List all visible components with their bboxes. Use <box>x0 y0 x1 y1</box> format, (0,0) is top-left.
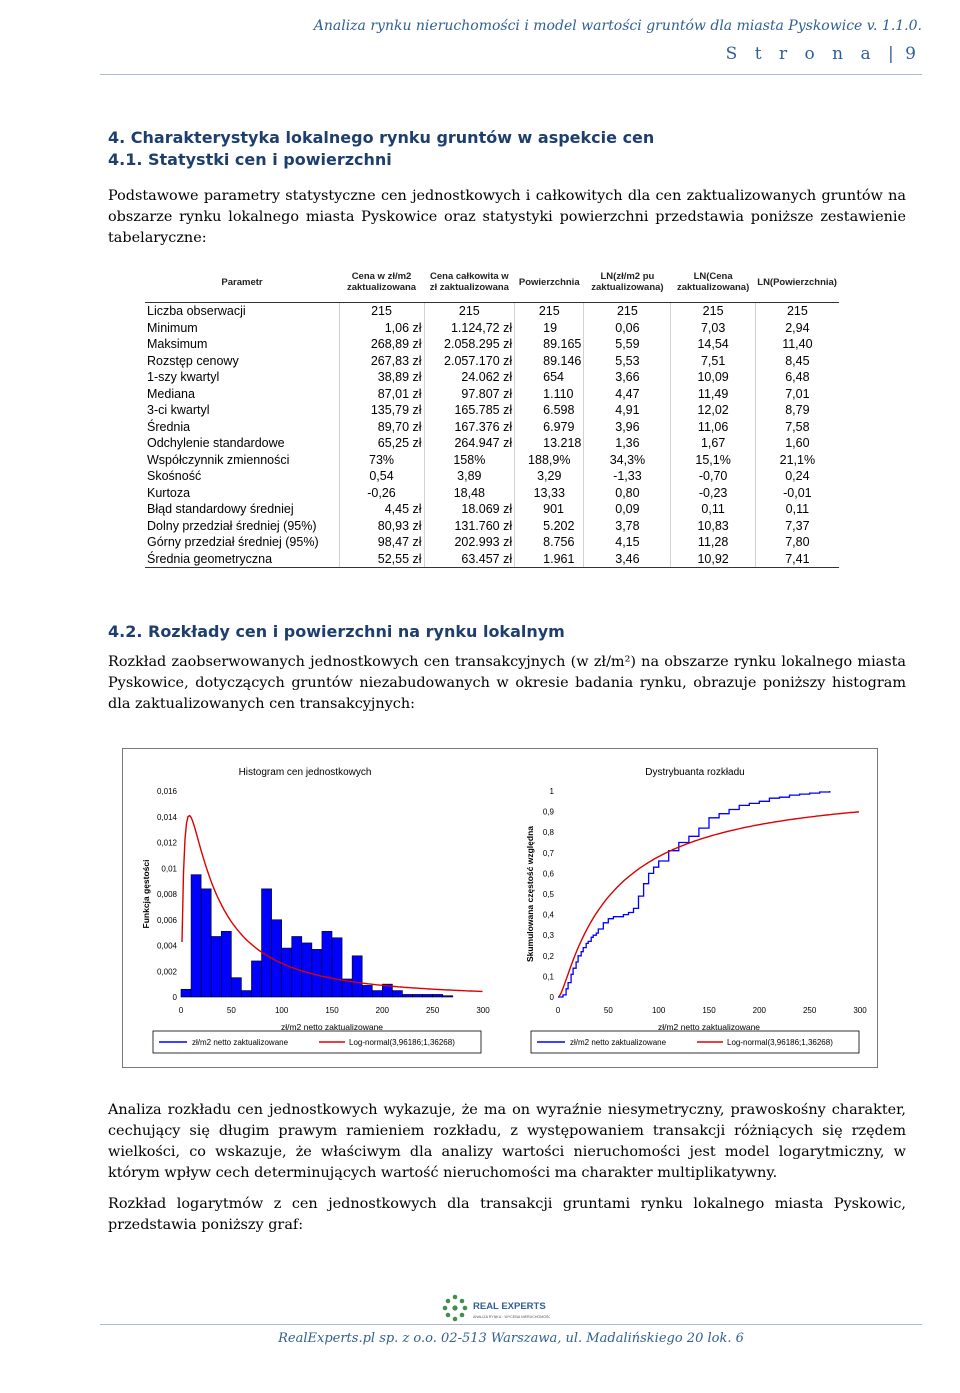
table-cell: 7,03 <box>671 320 755 337</box>
y-tick-label: 0,01 <box>161 864 177 874</box>
table-row <box>145 452 839 469</box>
table-cell: 12,02 <box>671 402 755 419</box>
row-label: 3-ci kwartyl <box>147 403 210 418</box>
row-label: Maksimum <box>147 337 208 352</box>
x-tick-label: 200 <box>752 1006 767 1015</box>
table-cell: 3,78 <box>584 518 671 535</box>
histogram-bar <box>201 889 211 997</box>
y-tick-label: 0,5 <box>542 890 554 899</box>
table-cell: 202.993 zł <box>424 534 515 551</box>
page-footer: RealExperts.pl sp. z o.o. 02-513 Warszawa, ul. Madalińskiego 20 lok. 6 <box>100 1324 922 1346</box>
x-tick-label: 0 <box>555 1006 561 1015</box>
table-row <box>145 320 839 337</box>
table-cell: 19 <box>515 320 584 337</box>
table-row <box>145 353 839 370</box>
table-header-cell: Cena całkowita w zł zaktualizowana <box>424 262 515 303</box>
charts-panel <box>122 748 878 1068</box>
table-cell: 1.961 <box>515 551 584 568</box>
table-cell: 21,1% <box>755 452 839 469</box>
row-label: Błąd standardowy średniej <box>147 502 294 517</box>
y-tick-label: 1 <box>549 787 554 796</box>
table-cell: 3,29 <box>515 468 584 485</box>
table-cell: 0,09 <box>584 501 671 518</box>
table-cell: 3,96 <box>584 419 671 436</box>
table-cell: 215 <box>339 303 424 320</box>
table-row <box>145 534 839 551</box>
table-cell: 3,89 <box>424 468 515 485</box>
y-axis-label: Skumulowana częstość względna <box>525 825 535 963</box>
table-cell: 80,93 zł <box>339 518 424 535</box>
histogram-bar <box>433 994 443 997</box>
table-cell: 0,80 <box>584 485 671 502</box>
y-tick-label: 0,4 <box>542 910 554 920</box>
row-label: Rozstęp cenowy <box>147 353 239 368</box>
histogram-bar <box>402 994 412 997</box>
table-cell: 7,58 <box>755 419 839 436</box>
histogram-bar <box>312 949 322 997</box>
table-cell: 2,94 <box>755 320 839 337</box>
table-cell: 215 <box>671 303 755 320</box>
histogram-bar <box>362 985 372 997</box>
histogram-bar <box>221 931 231 997</box>
table-header-cell: LN(Cena zaktualizowana) <box>671 262 755 303</box>
table-cell: 7,37 <box>755 518 839 535</box>
y-tick-label: 0,012 <box>156 838 177 848</box>
table-cell: 5.202 <box>515 518 584 535</box>
legend-label: zł/m2 netto zaktualizowane <box>192 1038 289 1047</box>
section-4-heading: 4. Charakterystyka lokalnego rynku gruntów w aspekcie cen <box>108 128 655 147</box>
table-cell: 6.598 <box>515 402 584 419</box>
legend-label: zł/m2 netto zaktualizowane <box>570 1038 667 1047</box>
table-row <box>145 386 839 403</box>
table-cell: 10,09 <box>671 369 755 386</box>
y-tick-label: 0,004 <box>156 941 177 951</box>
table-cell: 1.124,72 zł <box>424 320 515 337</box>
row-label: Średnia <box>147 419 191 434</box>
table-cell: 8,45 <box>755 353 839 370</box>
x-axis-label: zł/m2 netto zaktualizowane <box>657 1022 761 1032</box>
empirical-cdf-line <box>558 791 830 997</box>
row-label: Skośność <box>147 469 202 484</box>
document-title: Analiza rynku nieruchomości i model wartości gruntów dla miasta Pyskowice v. 1.1.0. <box>313 18 922 34</box>
table-cell: 3,46 <box>584 551 671 568</box>
table-cell: -0,70 <box>671 468 755 485</box>
table-header-row <box>145 262 839 303</box>
x-tick-label: 100 <box>651 1006 666 1015</box>
page-indicator: S t r o n a | 9 <box>725 44 922 64</box>
row-label: Kurtoza <box>147 485 191 500</box>
table-cell: 97.807 zł <box>424 386 515 403</box>
table-cell: 18,48 <box>424 485 515 502</box>
row-label: Górny przedział średniej (95%) <box>147 535 319 550</box>
y-tick-label: 0 <box>549 993 554 1002</box>
x-tick-label: 300 <box>853 1006 867 1015</box>
table-row <box>145 551 839 568</box>
section-4-2-intro: Rozkład zaobserwowanych jednostkowych cen transakcyjnych (w zł/m²) na obszarze rynku lokalnego miasta Pyskowice, dotyczących gruntów niezabudowanych w okresie badania rynku, obrazuje poniższy histogram dla zaktualizowanych cen transakcyjnych: <box>108 654 906 712</box>
table-cell: 13.218 <box>515 435 584 452</box>
table-cell: 18.069 zł <box>424 501 515 518</box>
table-row <box>145 501 839 518</box>
table-cell: 6.979 <box>515 419 584 436</box>
lognormal-cdf-line <box>559 812 859 997</box>
table-cell: 654 <box>515 369 584 386</box>
y-tick-label: 0,9 <box>542 807 554 817</box>
y-tick-label: 0,014 <box>156 812 177 822</box>
table-cell: 15,1% <box>671 452 755 469</box>
table-cell: 901 <box>515 501 584 518</box>
histogram-bar <box>211 936 221 997</box>
logo-name: REAL EXPERTS <box>473 1301 546 1312</box>
table-cell: 65,25 zł <box>339 435 424 452</box>
y-tick-label: 0,1 <box>542 972 554 982</box>
table-cell: 5,53 <box>584 353 671 370</box>
logo-tagline: ANALIZA RYNKU · WYCENA NIERUCHOMOŚCI <box>473 1315 550 1319</box>
x-tick-label: 150 <box>702 1006 716 1015</box>
header-rule <box>100 74 922 75</box>
y-tick-label: 0,6 <box>542 869 554 879</box>
histogram-bar <box>413 994 423 997</box>
table-cell: 11,06 <box>671 419 755 436</box>
y-tick-label: 0,8 <box>542 828 554 838</box>
table-cell: 2.058.295 zł <box>424 336 515 353</box>
table-cell: 267,83 zł <box>339 353 424 370</box>
table-cell: 8.756 <box>515 534 584 551</box>
x-tick-label: 0 <box>178 1006 184 1015</box>
histogram-bar <box>292 936 302 997</box>
table-cell: 52,55 zł <box>339 551 424 568</box>
row-label: Mediana <box>147 386 195 401</box>
table-header-cell: Powierzchnia <box>515 262 584 303</box>
row-label: Odchylenie standardowe <box>147 436 285 451</box>
histogram-bar <box>251 961 261 997</box>
table-cell: 10,83 <box>671 518 755 535</box>
table-cell: 131.760 zł <box>424 518 515 535</box>
histogram-bar <box>443 996 453 997</box>
histogram-bar <box>302 943 312 997</box>
legend-label: Log-normal(3,96186;1,36268) <box>349 1038 455 1047</box>
table-cell: 1,60 <box>755 435 839 452</box>
table-cell: 8,79 <box>755 402 839 419</box>
y-axis-label: Funkcja gęstości <box>141 859 151 929</box>
table-cell: 158% <box>424 452 515 469</box>
y-tick-label: 0,006 <box>156 915 177 925</box>
table-cell: 7,51 <box>671 353 755 370</box>
x-tick-label: 50 <box>226 1006 236 1015</box>
table-cell: -0,26 <box>339 485 424 502</box>
table-row <box>145 336 839 353</box>
table-cell: 11,49 <box>671 386 755 403</box>
table-header-cell: Parametr <box>145 262 339 303</box>
table-cell: 13,33 <box>515 485 584 502</box>
table-cell: 4,91 <box>584 402 671 419</box>
table-row <box>145 419 839 436</box>
table-cell: 38,89 zł <box>339 369 424 386</box>
chart-title: Dystrybuanta rozkładu <box>645 767 745 778</box>
table-cell: 24.062 zł <box>424 369 515 386</box>
table-cell: 0,11 <box>755 501 839 518</box>
x-tick-label: 200 <box>375 1006 390 1015</box>
table-cell: 268,89 zł <box>339 336 424 353</box>
section-4-1-heading: 4.1. Statystki cen i powierzchni <box>108 150 392 169</box>
histogram-bar <box>231 978 241 997</box>
table-cell: 165.785 zł <box>424 402 515 419</box>
y-tick-label: 0,7 <box>542 848 554 858</box>
table-cell: 73% <box>339 452 424 469</box>
section-4-2-analysis: Analiza rozkładu cen jednostkowych wykazuje, że ma on wyraźnie niesymetryczny, prawoskośny charakter, cechujący się długim prawym ramieniem rozkładu, z występowaniem transakcji różniących się rzędem wielkości, co wskazuje, że właściwym dla analizy wartości nieruchomości jest model logarytmiczny, w którym wpływ cech determinujących wartość nieruchomości ma charakter multiplikatywny. <box>108 1102 906 1181</box>
y-tick-label: 0,3 <box>542 931 554 941</box>
table-cell: 135,79 zł <box>339 402 424 419</box>
legend-label: Log-normal(3,96186;1,36268) <box>727 1038 833 1047</box>
histogram-bar <box>372 991 382 997</box>
page-label: S t r o n a <box>725 44 877 64</box>
table-row <box>145 518 839 535</box>
table-header-cell: Cena w zł/m2 zaktualizowana <box>339 262 424 303</box>
table-cell: 264.947 zł <box>424 435 515 452</box>
section-4-1-intro: Podstawowe parametry statystyczne cen jednostkowych i całkowitych dla cen zaktualizowanych gruntów na obszarze rynku lokalnego miasta Pyskowice oraz statystyki powierzchni przedstawia poniższe zestawienie tabelaryczne: <box>108 188 906 246</box>
table-cell: 167.376 zł <box>424 419 515 436</box>
table-row <box>145 468 839 485</box>
y-tick-label: 0,002 <box>156 967 177 977</box>
table-cell: 7,01 <box>755 386 839 403</box>
table-cell: 2.057.170 zł <box>424 353 515 370</box>
table-cell: 1,06 zł <box>339 320 424 337</box>
table-header-cell: LN(Powierzchnia) <box>755 262 839 303</box>
table-cell: 63.457 zł <box>424 551 515 568</box>
table-row <box>145 303 839 320</box>
table-cell: 1,36 <box>584 435 671 452</box>
x-tick-label: 300 <box>476 1006 490 1015</box>
table-cell: -1,33 <box>584 468 671 485</box>
histogram-bar <box>392 991 402 997</box>
table-cell: -0,23 <box>671 485 755 502</box>
table-cell: 7,41 <box>755 551 839 568</box>
table-cell: 89,70 zł <box>339 419 424 436</box>
x-tick-label: 50 <box>603 1006 613 1015</box>
table-cell: 5,59 <box>584 336 671 353</box>
statistics-table <box>145 262 839 568</box>
row-label: Liczba obserwacji <box>147 304 246 319</box>
histogram-bar <box>423 994 433 997</box>
table-cell: 6,48 <box>755 369 839 386</box>
table-row <box>145 402 839 419</box>
table-row <box>145 369 839 386</box>
table-cell: 215 <box>755 303 839 320</box>
y-tick-label: 0,008 <box>156 890 177 899</box>
charts-svg <box>123 749 877 1067</box>
table-cell: 215 <box>515 303 584 320</box>
section-4-2-outro: Rozkład logarytmów z cen jednostkowych dla transakcji gruntami rynku lokalnego miasta Pyskowic, przedstawia poniższy graf: <box>108 1196 906 1233</box>
table-row <box>145 485 839 502</box>
table-cell: 11,40 <box>755 336 839 353</box>
table-cell: 11,28 <box>671 534 755 551</box>
row-label: 1-szy kwartyl <box>147 370 220 385</box>
table-cell: 10,92 <box>671 551 755 568</box>
table-cell: -0,01 <box>755 485 839 502</box>
table-cell: 4,45 zł <box>339 501 424 518</box>
table-cell: 0,24 <box>755 468 839 485</box>
histogram-bar <box>352 956 362 997</box>
table-cell: 89.165 <box>515 336 584 353</box>
table-cell: 0,11 <box>671 501 755 518</box>
table-cell: 7,80 <box>755 534 839 551</box>
page-header <box>100 18 922 64</box>
section-4-2-heading: 4.2. Rozkłady cen i powierzchni na rynku lokalnym <box>108 622 565 641</box>
row-label: Współczynnik zmienności <box>147 452 290 467</box>
table-cell: 4,47 <box>584 386 671 403</box>
table-cell: 0,54 <box>339 468 424 485</box>
table-cell: 0,06 <box>584 320 671 337</box>
histogram-bar <box>322 931 332 997</box>
page-number: 9 <box>905 44 922 64</box>
table-cell: 215 <box>424 303 515 320</box>
table-row <box>145 435 839 452</box>
table-body <box>145 303 839 568</box>
x-tick-label: 250 <box>802 1006 817 1015</box>
y-tick-label: 0,2 <box>542 951 554 961</box>
histogram-bar <box>282 948 292 997</box>
histogram-bar <box>241 991 251 997</box>
table-cell: 3,66 <box>584 369 671 386</box>
table-cell: 1.110 <box>515 386 584 403</box>
y-tick-label: 0 <box>172 993 177 1002</box>
table-cell: 188,9% <box>515 452 584 469</box>
histogram-bar <box>332 938 342 997</box>
table-cell: 34,3% <box>584 452 671 469</box>
table-cell: 4,15 <box>584 534 671 551</box>
table-header-cell: LN(zł/m2 pu zaktualizowana) <box>584 262 671 303</box>
row-label: Dolny przedział średniej (95%) <box>147 518 317 533</box>
histogram-bar <box>181 989 191 997</box>
table-cell: 14,54 <box>671 336 755 353</box>
x-tick-label: 100 <box>274 1006 289 1015</box>
histogram-bar <box>262 889 272 997</box>
y-tick-label: 0,016 <box>156 787 177 796</box>
x-tick-label: 250 <box>425 1006 440 1015</box>
table-cell: 87,01 zł <box>339 386 424 403</box>
x-tick-label: 150 <box>325 1006 339 1015</box>
table-cell: 89.146 <box>515 353 584 370</box>
row-label: Średnia geometryczna <box>145 551 339 568</box>
table-cell: 215 <box>584 303 671 320</box>
row-label: Minimum <box>147 320 198 335</box>
company-logo <box>440 1292 550 1326</box>
table-cell: 98,47 zł <box>339 534 424 551</box>
table-cell: 1,67 <box>671 435 755 452</box>
x-axis-label: zł/m2 netto zaktualizowane <box>280 1022 384 1032</box>
histogram-bar <box>191 875 201 997</box>
chart-title: Histogram cen jednostkowych <box>238 767 372 778</box>
dots-logo-icon <box>440 1292 550 1322</box>
